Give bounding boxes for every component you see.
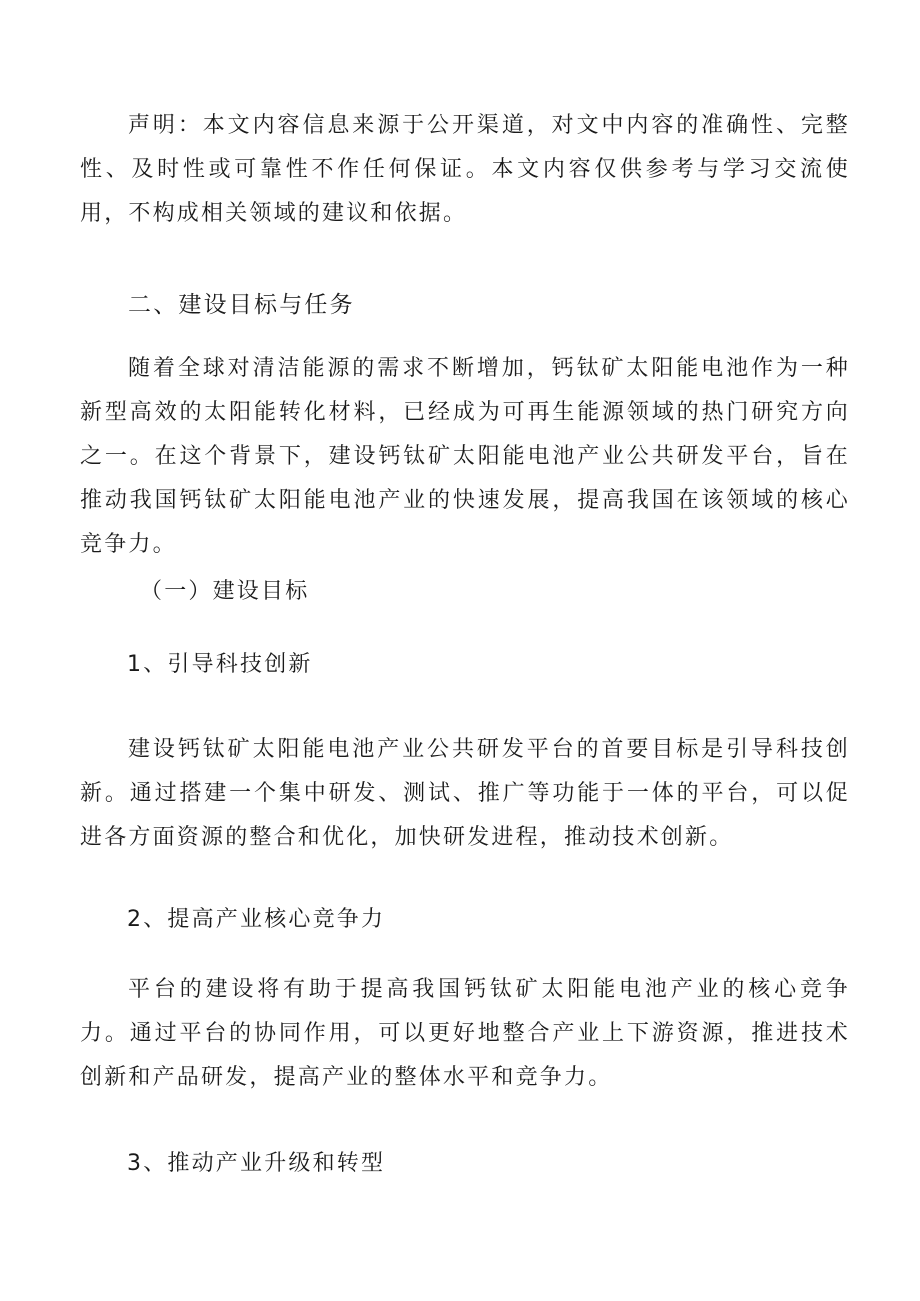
item-body-1: 建设钙钛矿太阳能电池产业公共研发平台的首要目标是引导科技创新。通过搭建一个集中研发、测试、推广等功能于一体的平台，可以促进各方面资源的整合和优化，加快研发进程，推动技术创新。 xyxy=(80,737,850,850)
section-title: 二、建设目标与任务 xyxy=(128,292,355,318)
item-body-2: 平台的建设将有助于提高我国钙钛矿太阳能电池产业的核心竞争力。通过平台的协同作用，可以更好地整合产业上下游资源，推进技术创新和产品研发，提高产业的整体水平和竞争力。 xyxy=(80,977,850,1090)
item-heading-3: 3、推动产业升级和转型 xyxy=(127,1151,386,1176)
item-heading-1: 1、引导科技创新 xyxy=(127,652,313,677)
declaration-paragraph: 声明：本文内容信息来源于公开渠道，对文中内容的准确性、完整性、及时性或可靠性不作任何保证。本文内容仅供参考与学习交流使用，不构成相关领域的建议和依据。 xyxy=(80,113,850,226)
intro-paragraph: 随着全球对清洁能源的需求不断增加，钙钛矿太阳能电池作为一种新型高效的太阳能转化材料，已经成为可再生能源领域的热门研究方向之一。在这个背景下，建设钙钛矿太阳能电池产业公共研发平台，旨在推动我国钙钛矿太阳能电池产业的快速发展，提高我国在该领域的核心竞争力。 xyxy=(80,356,850,557)
subsection-title: （一）建设目标 xyxy=(140,579,310,604)
item-heading-2: 2、提高产业核心竞争力 xyxy=(127,907,386,932)
